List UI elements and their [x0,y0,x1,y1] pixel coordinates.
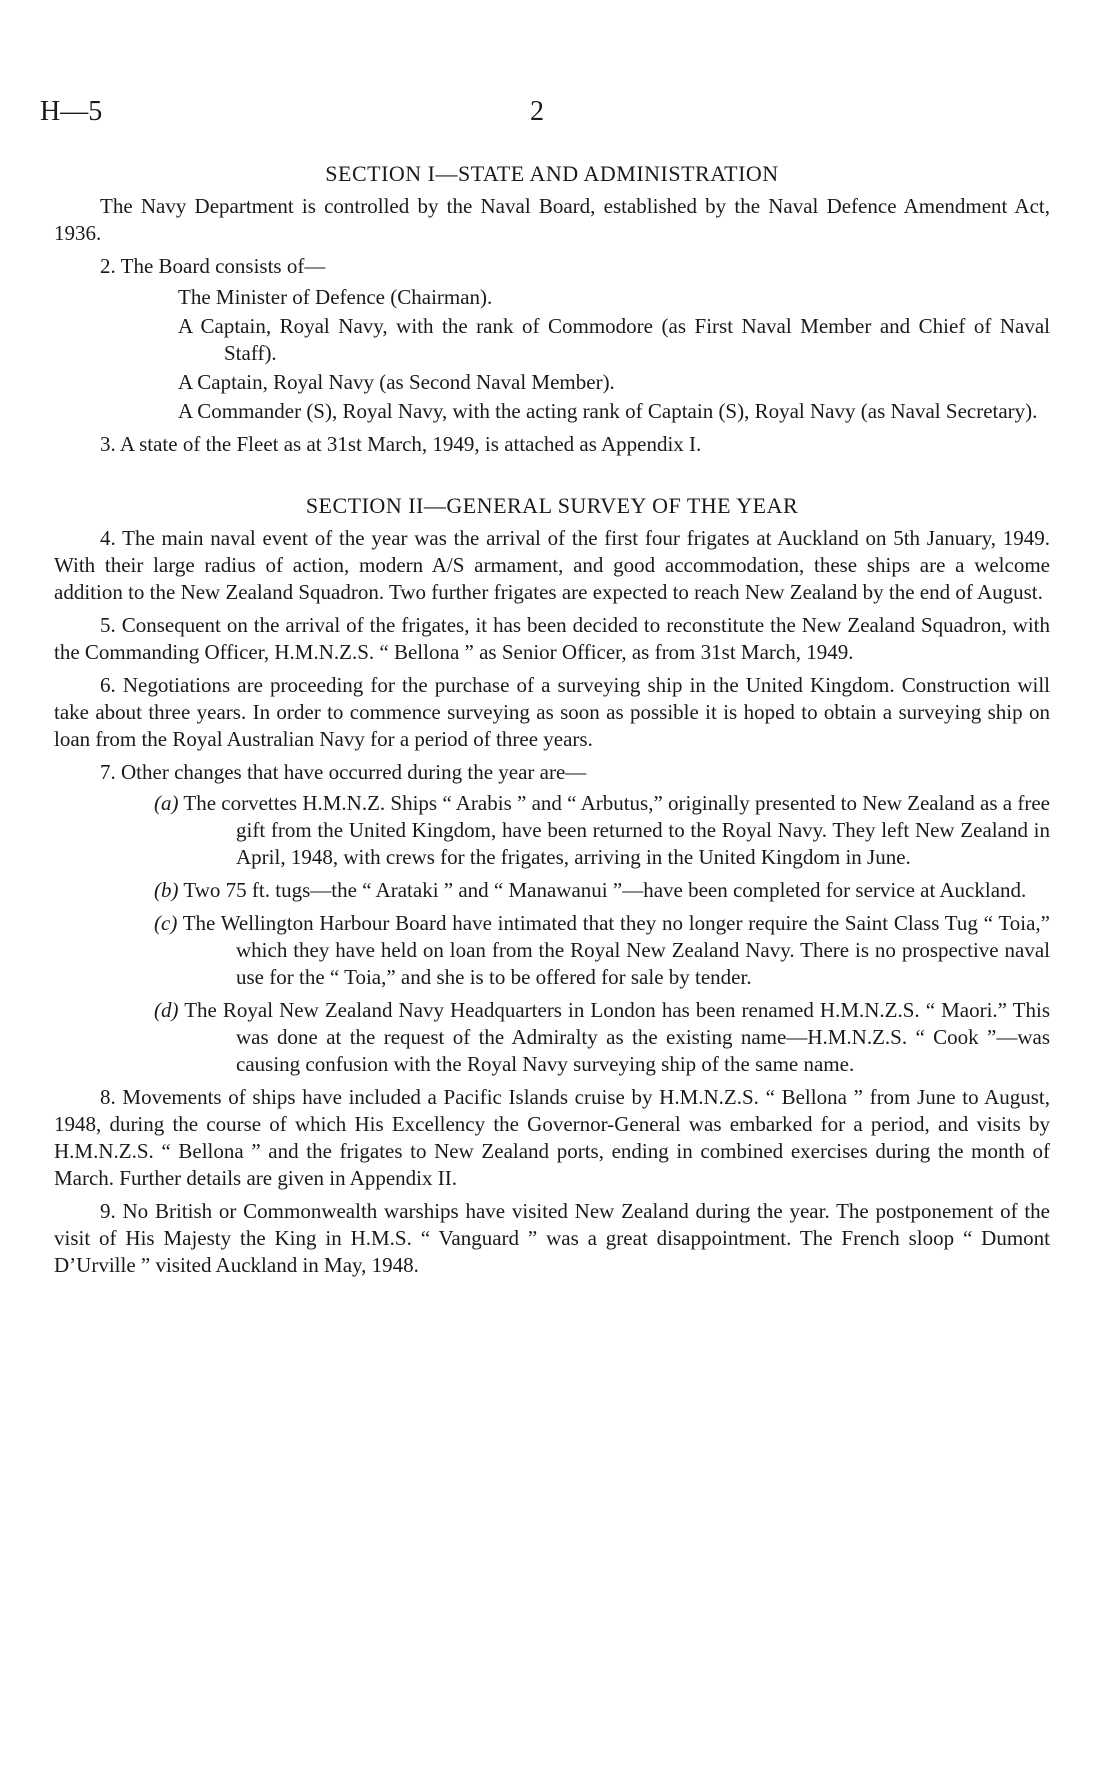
board-member: A Captain, Royal Navy (as Second Naval Member). [178,370,615,394]
section-1-heading: SECTION I—STATE AND ADMINISTRATION [325,161,779,186]
document-body [54,160,1050,1285]
change-marker: (b) [154,878,179,902]
paragraph-7: 7. Other changes that have occurred during the year are— [100,760,587,784]
paragraph-8: 8. Movements of ships have included a Pacific Islands cruise by H.M.N.Z.S. “ Bellona ” from June to August, 1948, during the course of which His Excellency the Governor-General was embarked for a period, and visits by H.M.N.Z.S. “ Bellona ” and the frigates to New Zealand ports, ending in combined exercises during the month of March. Further details are given in Appendix II. [54,1085,1050,1190]
document-code: H—5 [40,96,103,127]
page-number: 2 [530,96,544,127]
paragraph-1: The Navy Department is controlled by the Naval Board, established by the Naval Defence Amendment Act, 1936. [54,194,1050,245]
board-member: A Captain, Royal Navy, with the rank of Commodore (as First Naval Member and Chief of Naval Staff). [178,314,1050,365]
change-marker: (c) [154,911,178,935]
change-text: The Royal New Zealand Navy Headquarters in London has been renamed H.M.N.Z.S. “ Maori.” This was done at the request of the Admiralty as the existing name—H.M.N.Z.S. “ Cook ”—was causing confusion with the Royal Navy surveying ship of the same name. [184,998,1051,1076]
board-members-list [54,284,1050,425]
change-text: The corvettes H.M.N.Z. Ships “ Arabis ” and “ Arbutus,” originally presented to New Zealand as a free gift from the United Kingdom, have been returned to the Royal Navy. They left New Zealand in April, 1948, with crews for the frigates, arriving in the United Kingdom in June. [183,791,1050,869]
change-item-b [54,877,1050,904]
paragraph-6: 6. Negotiations are proceeding for the purchase of a surveying ship in the United Kingdom. Construction will take about three years. In order to commence surveying as soon as possible it is hoped to obtain a surveying ship on loan from the Royal Australian Navy for a period of three years. [54,673,1050,751]
paragraph-9: 9. No British or Commonwealth warships have visited New Zealand during the year. The postponement of the visit of His Majesty the King in H.M.S. “ Vanguard ” was a great disappointment. The French sloop “ Dumont D’Urville ” visited Auckland in May, 1948. [54,1199,1050,1277]
paragraph-4: 4. The main naval event of the year was the arrival of the first four frigates at Auckland on 5th January, 1949. With their large radius of action, modern A/S armament, and good accommodation, these ships are a welcome addition to the New Zealand Squadron. Two further frigates are expected to reach New Zealand by the end of August. [54,526,1050,604]
board-member: A Commander (S), Royal Navy, with the acting rank of Captain (S), Royal Navy (as Naval Secretary). [178,399,1038,423]
page-header [40,96,1050,132]
board-member: The Minister of Defence (Chairman). [178,285,493,309]
change-text: The Wellington Harbour Board have intimated that they no longer require the Saint Class Tug “ Toia,” which they have held on loan from the Royal New Zealand Navy. There is no prospective naval use for the “ Toia,” and she is to be offered for sale by tender. [182,911,1050,989]
change-marker: (d) [154,998,179,1022]
paragraph-5: 5. Consequent on the arrival of the frigates, it has been decided to reconstitute the New Zealand Squadron, with the Commanding Officer, H.M.N.Z.S. “ Bellona ” as Senior Officer, as from 31st March, 1949. [54,613,1050,664]
section-2-heading: SECTION II—GENERAL SURVEY OF THE YEAR [305,493,799,518]
change-item-c [54,910,1050,991]
change-text: Two 75 ft. tugs—the “ Arataki ” and “ Manawanui ”—have been completed for service at Auckland. [183,878,1027,902]
change-item-d [54,997,1050,1078]
change-item-a [54,790,1050,871]
paragraph-2: 2. The Board consists of— [100,254,326,278]
paragraph-3: 3. A state of the Fleet as at 31st March, 1949, is attached as Appendix I. [100,432,702,456]
change-marker: (a) [154,791,179,815]
